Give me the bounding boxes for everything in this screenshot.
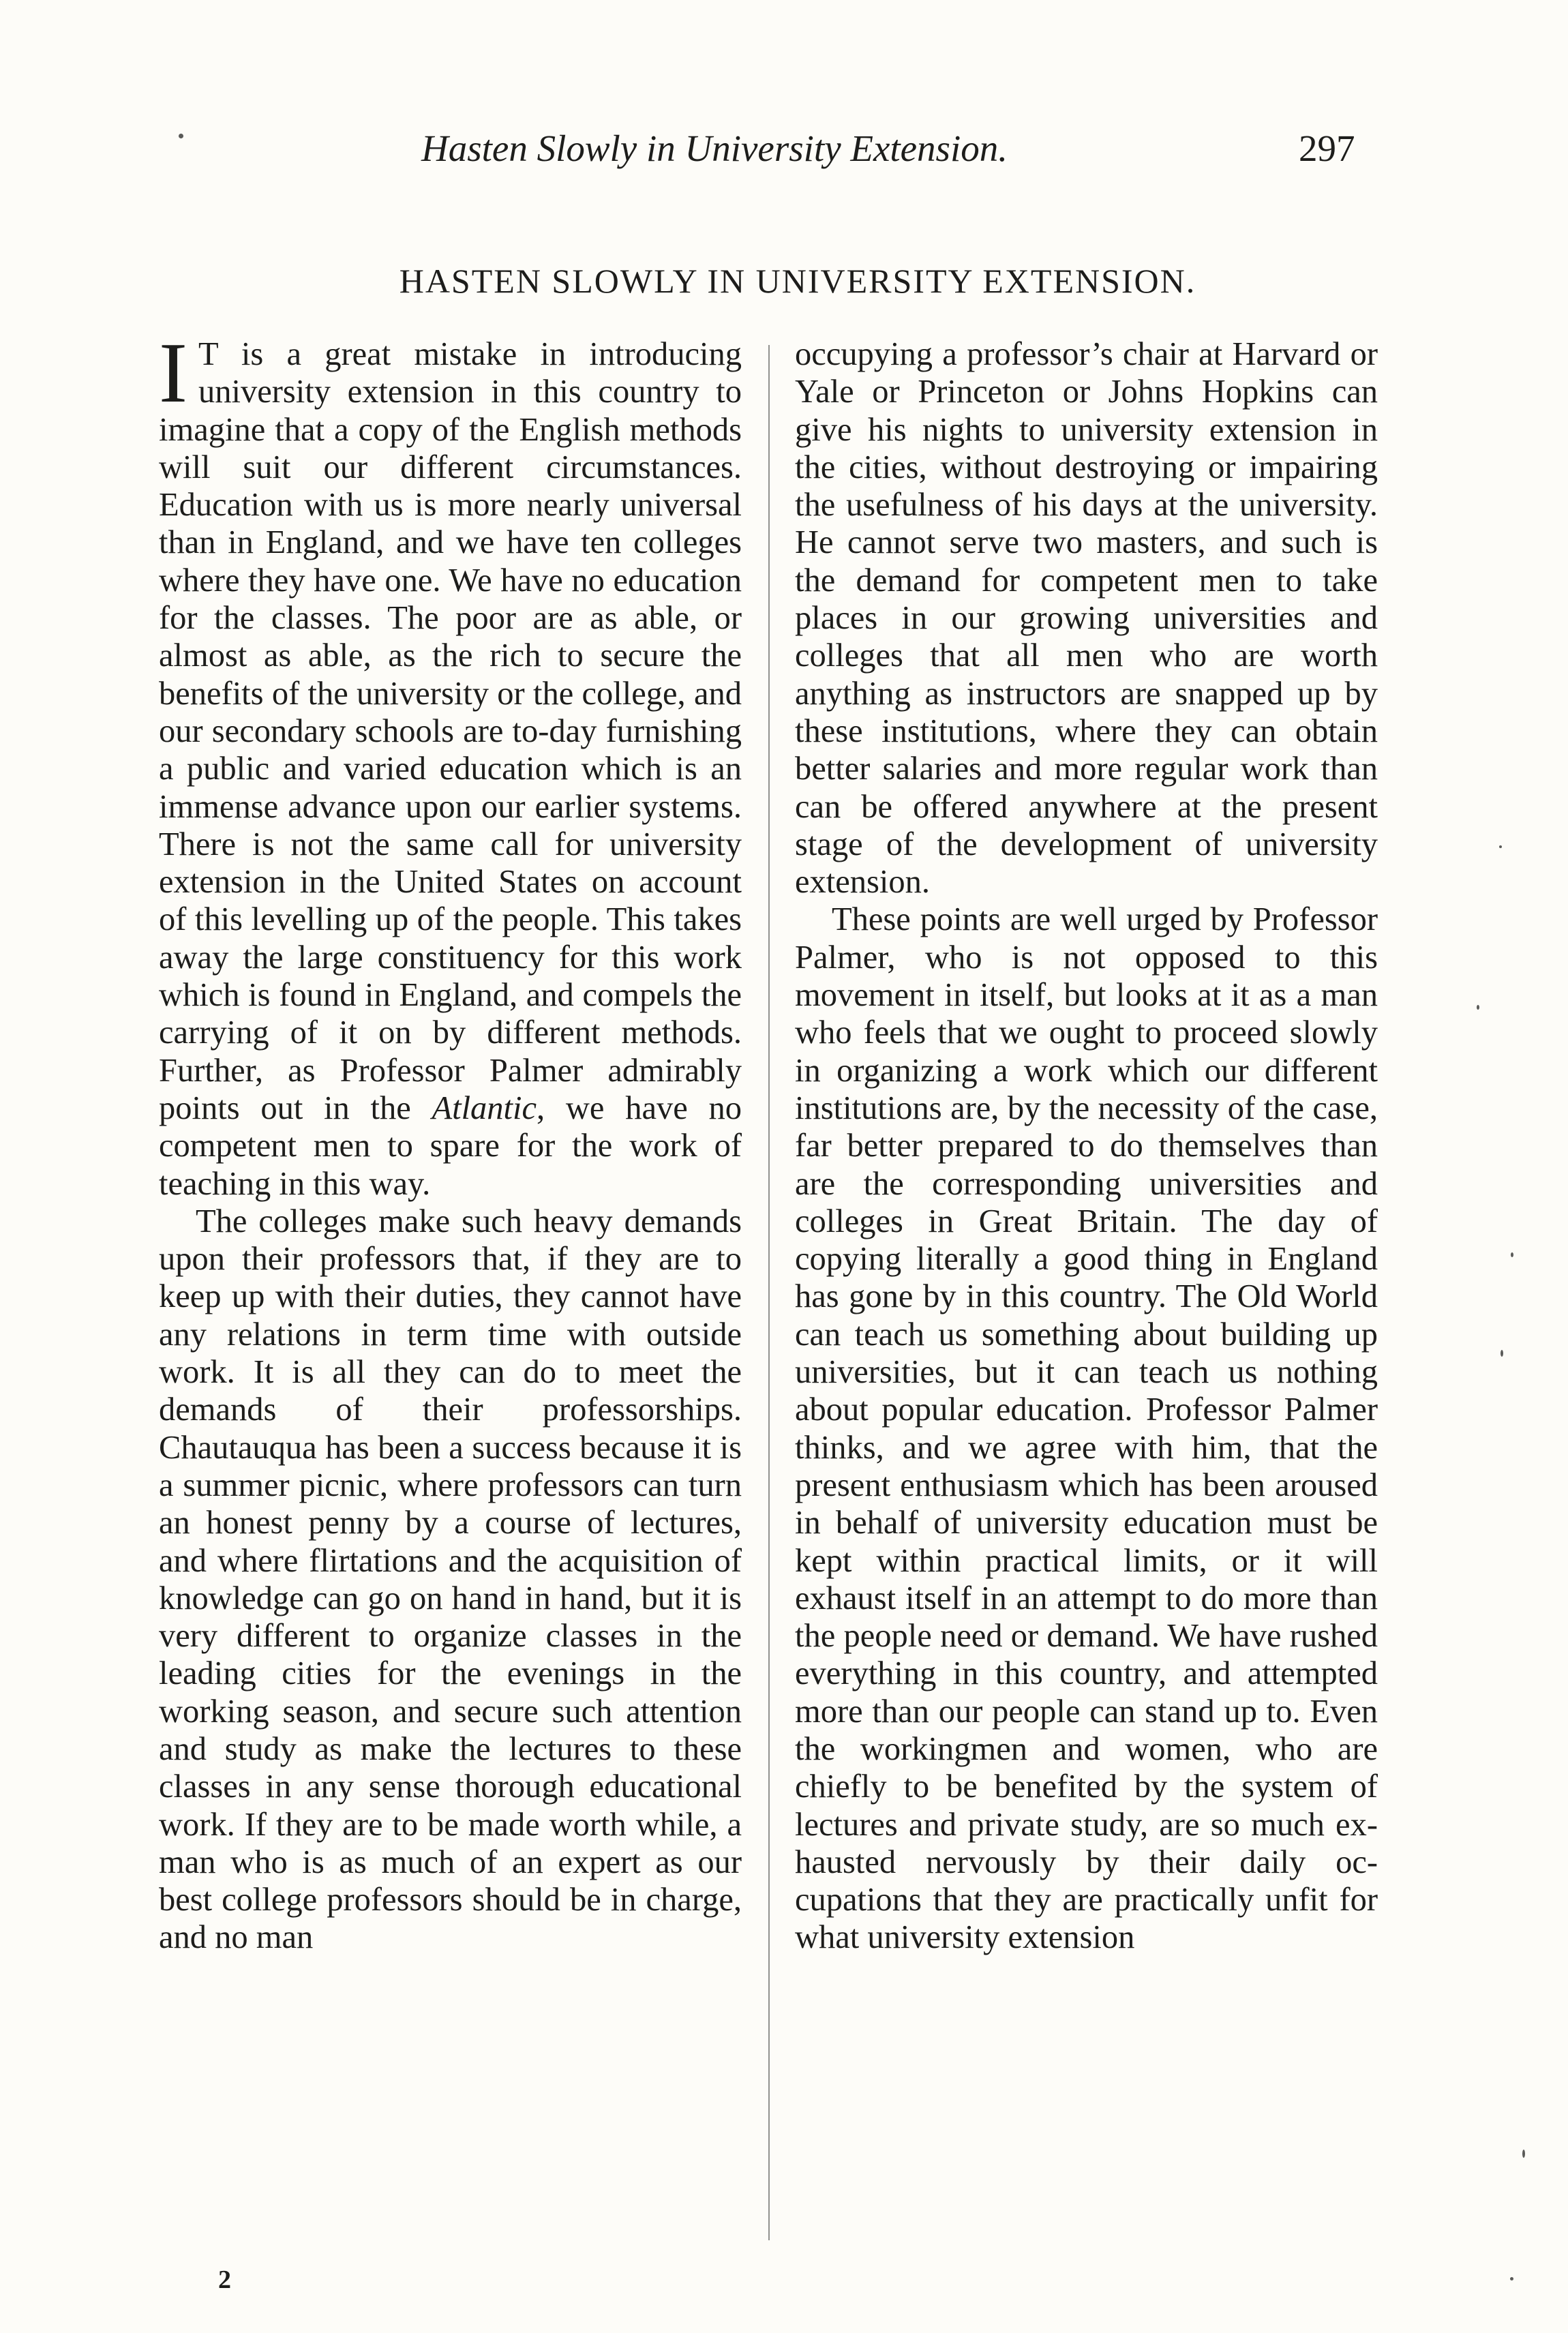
running-title: Hasten Slowly in University Extension. (421, 127, 1008, 169)
article-title: HASTEN SLOWLY IN UNIVERSITY EXTENSION. (399, 262, 1196, 300)
scan-speck (1501, 1350, 1503, 1357)
paragraph-text: , we have no competent men to spare for the work of teaching in this way. (159, 1089, 742, 1202)
running-head (0, 127, 1568, 181)
right-column (795, 335, 1378, 1957)
scan-speck (1510, 2277, 1513, 2281)
scan-speck (1499, 845, 1502, 848)
column-rule (768, 345, 770, 2240)
scan-speck (179, 134, 183, 138)
page-number: 297 (1299, 127, 1355, 169)
scan-speck (1522, 2150, 1525, 2158)
paragraph: occupying a professor’s chair at Harvard or Yale or Princeton or Johns Hopkins can give his nights to university extension in the cities, without destroying or impairing the usefulness of his days at the university. He cannot serve two masters, and such is the demand for competent men to take places in our growing universities and colleges that all men who are worth anything as instructors are snapped up by these institutions, where they can obtain better salaries and more regular work than can be offered anywhere at the present stage of the development of university extension. (795, 336, 1378, 901)
paragraph: These points are well urged by Professor Palmer, who is not opposed to this movement in itself, but looks at it as a man who feels that we ought to proceed slowly in organizing a work which our different institutions are, by the necessity of the case, far better prepared to do themselves than are the corresponding universities and colleges in Great Britain. The day of copying literally a good thing in England has gone by in this country. The Old World can teach us something about building up universities, but it can teach us nothing about popular education. Professor Palmer thinks, and we agree with him, that the present enthusiasm which has been aroused in behalf of university education must be kept within practical limits, or it will exhaust itself in an attempt to do more than the people need or demand. We have rushed everything in this country, and attempted more than our people can stand up to. Even the workingmen and women, who are chiefly to be benefited by the system of lectures and private study, are so much exhausted nervously by their daily occupations that they are practically unfit for what university extension (795, 901, 1378, 1956)
signature-mark: 2 (218, 2266, 231, 2294)
drop-cap: I (159, 326, 187, 421)
left-column (159, 326, 742, 1957)
paragraph-text: T is a great mistake in introducing university extension in this country to imagine that a copy of the English methods will suit our different circumstances. Education with us is more nearly universal than in England, and we have ten colleges where they have one. We have no education for the classes. The poor are as able, or almost as able, as the rich to secure the benefits of the university or the college, and our secondary schools are to-day furnishing a public and varied education which is an immense advance upon our earlier systems. There is not the same call for university extension in the United States on account of this levelling up of the people. This takes away the large constituency for this work which is found in England, and compels the carrying of it on by different methods. Further, as Professor Palmer admirably points out in the (159, 336, 742, 1126)
paragraph (159, 326, 742, 1203)
scan-speck (1511, 1252, 1513, 1257)
paragraph: The colleges make such heavy demands upon their professors that, if they are to keep up with their duties, they cannot have any relations in term time with outside work. It is all they can do to meet the demands of their professorships. Chautauqua has been a success because it is a summer picnic, where professors can turn an honest penny by a course of lectures, and where flirtations and the acquisition of knowledge can go on hand in hand, but it is very different to organize classes in the leading cities for the evenings in the working season, and secure such attention and study as make the lectures to these classes in any sense thorough educational work. If they are to be made worth while, a man who is as much of an expert as our best college professors should be in charge, and no man (159, 1203, 742, 1956)
periodical-title: Atlantic (432, 1089, 537, 1126)
scan-speck (1477, 1005, 1479, 1010)
